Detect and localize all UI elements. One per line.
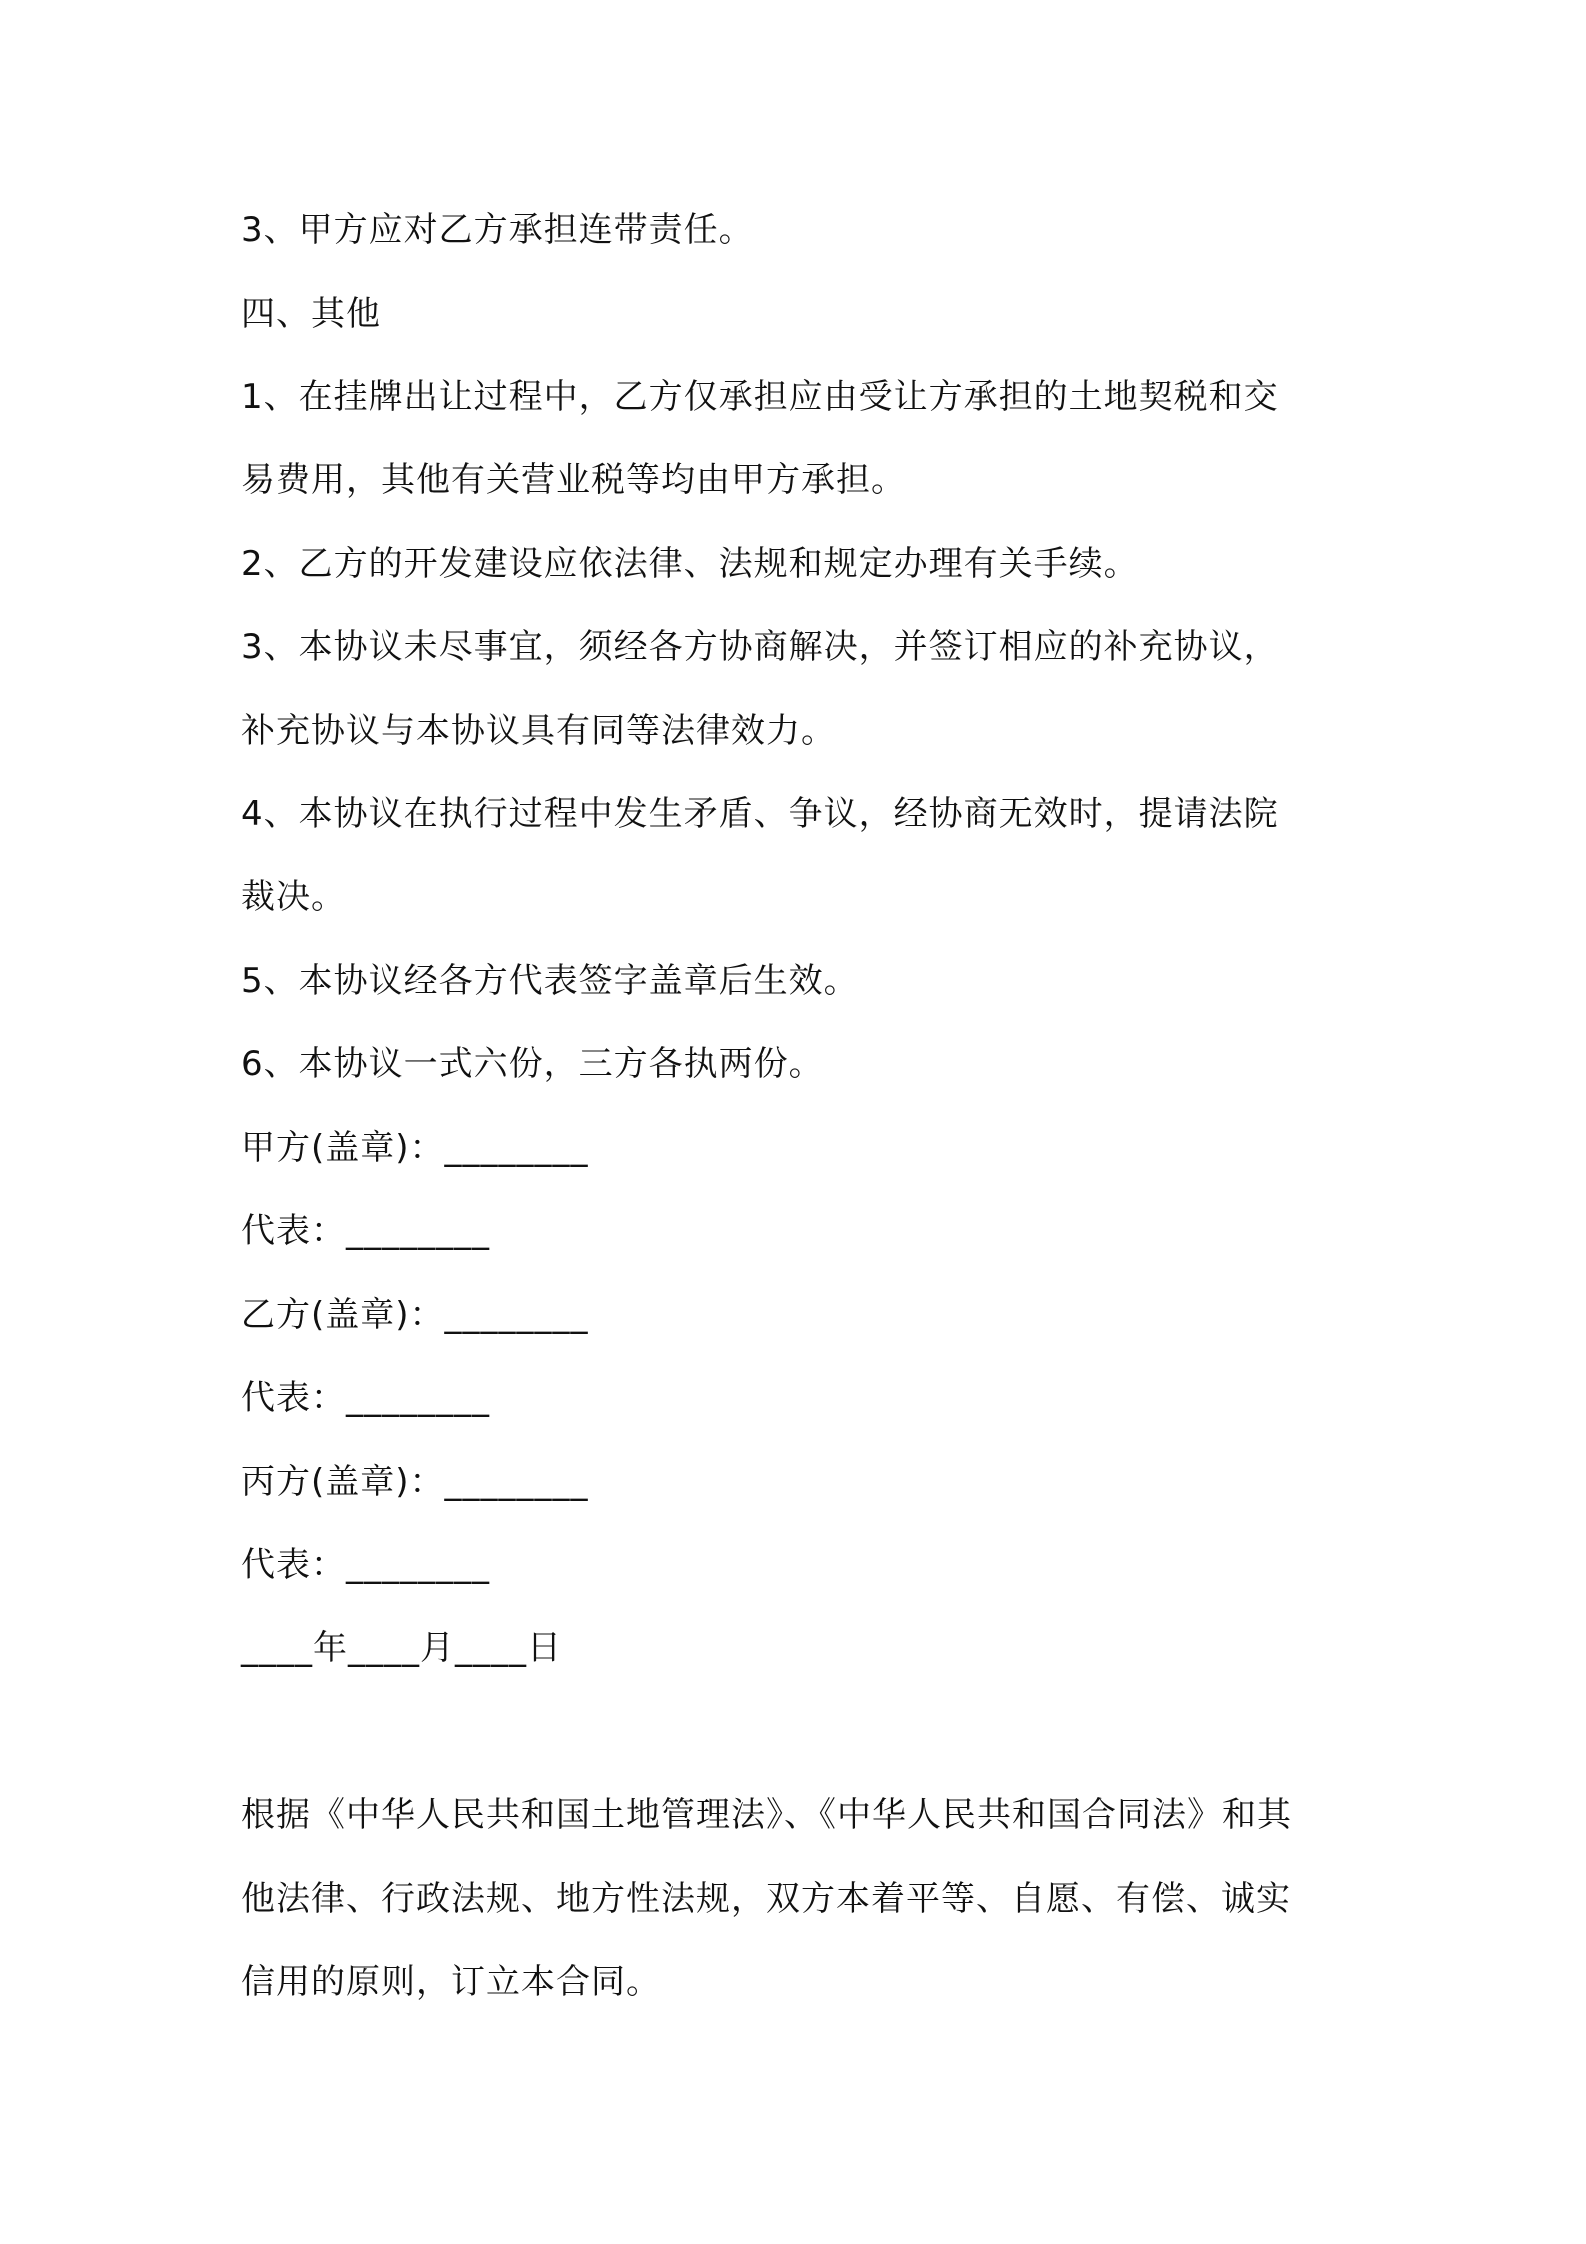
preamble-line-3: 信用的原则，订立本合同。 [241, 1962, 661, 2002]
party-a-representative-line: 代表：________ [241, 1211, 490, 1251]
party-c-seal-line: 丙方(盖章)：________ [241, 1462, 589, 1502]
preamble-line-2: 他法律、行政法规、地方性法规，双方本着平等、自愿、有偿、诚实 [241, 1879, 1291, 1919]
party-b-seal-line: 乙方(盖章)：________ [241, 1295, 589, 1335]
section-heading-other: 四、其他 [241, 294, 381, 334]
clause-3-joint-liability: 3、甲方应对乙方承担连带责任。 [241, 210, 754, 250]
clause-5: 5、本协议经各方代表签字盖章后生效。 [241, 961, 859, 1001]
clause-6: 6、本协议一式六份，三方各执两份。 [241, 1044, 824, 1084]
party-c-representative-line: 代表：________ [241, 1545, 490, 1585]
clause-3-line-2: 补充协议与本协议具有同等法律效力。 [241, 711, 836, 751]
clause-2: 2、乙方的开发建设应依法律、法规和规定办理有关手续。 [241, 544, 1139, 584]
preamble-line-1: 根据《中华人民共和国土地管理法》、《中华人民共和国合同法》和其 [241, 1795, 1292, 1835]
date-line: ____年____月____日 [241, 1628, 562, 1668]
clause-3-line-1: 3、本协议未尽事宜，须经各方协商解决，并签订相应的补充协议， [241, 627, 1279, 667]
clause-4-line-1: 4、本协议在执行过程中发生矛盾、争议，经协商无效时，提请法院 [241, 794, 1279, 834]
party-a-seal-line: 甲方(盖章)：________ [241, 1128, 589, 1168]
clause-1-line-2: 易费用，其他有关营业税等均由甲方承担。 [241, 460, 906, 500]
party-b-representative-line: 代表：________ [241, 1378, 490, 1418]
clause-4-line-2: 裁决。 [241, 877, 346, 917]
clause-1-line-1: 1、在挂牌出让过程中，乙方仅承担应由受让方承担的土地契税和交 [241, 377, 1279, 417]
